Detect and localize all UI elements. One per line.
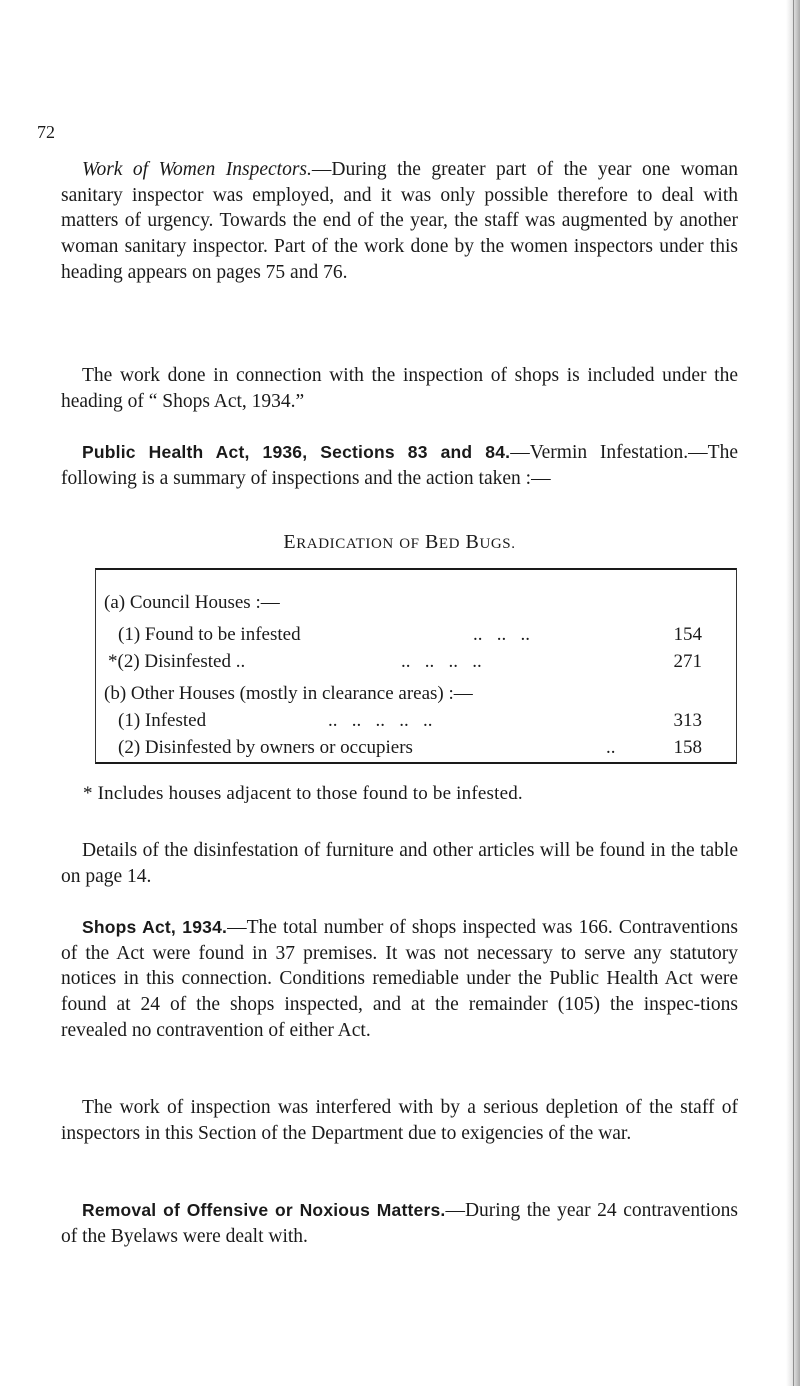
paragraph-body: The work of inspection was interfered with by a serious depletion of the staff of inspectors in this Section of the Department due to exigencies of the war. xyxy=(61,1097,738,1144)
table-row: *(2) Disinfested .. .. .. .. .. 271 xyxy=(108,651,702,672)
table-row: (1) Found to be infested .. .. .. 154 xyxy=(118,624,702,645)
paragraph-body: The work done in connection with the inspection of shops is included under the heading of “ Shops Act, 1934.” xyxy=(61,365,738,412)
paragraph-body: —Vermin Infestation.—The following is a summary of inspections and the action taken :— xyxy=(61,442,738,489)
section-heading: Removal of Offensive or Noxious Matters. xyxy=(82,1200,446,1220)
table-caption: ERADICATION OF BED BUGS. xyxy=(283,531,516,553)
paragraph-body: —During the year 24 contraventions of the Byelaws were dealt with. xyxy=(61,1200,738,1247)
paragraph-offensive-matters xyxy=(61,1198,738,1249)
paragraph-shops-inspection xyxy=(61,363,738,414)
paragraph-body: Details of the disinfestation of furniture and other articles will be found in the table on page 14. xyxy=(61,840,738,887)
paragraph-shops-act xyxy=(61,915,738,1044)
page-number: 72 xyxy=(37,122,55,142)
paragraph-body: —During the greater part of the year one woman sanitary inspector was employed, and it was only possible therefore to deal with matters of urgency. Towards the end of the year, the staff was augmented by another woman sanitary inspector. Part of the work done by the women inspectors under this heading appears on pages 75 and 76. xyxy=(61,159,738,283)
bed-bugs-table xyxy=(95,568,737,764)
page-edge-line xyxy=(793,0,794,1386)
paragraph-body: —The total number of shops inspected was 166. Contraventions of the Act were found in 37 premises. It was not necessary to serve any statutory notices in this connection. Conditions remediable under the Public Health Act were found at 24 of the shops inspected, and at the remainder (105) the inspec-tions revealed no contravention of either Act. xyxy=(61,917,738,1041)
table-row: (1) Infested .. .. .. .. .. 313 xyxy=(118,710,702,731)
table-footnote: * Includes houses adjacent to those found to be infested. xyxy=(83,783,523,804)
table-section-b: (b) Other Houses (mostly in clearance areas) :— xyxy=(104,683,473,704)
paragraph-staff-depletion xyxy=(61,1095,738,1146)
table-section-a: (a) Council Houses :— xyxy=(104,592,280,613)
section-heading: Public Health Act, 1936, Sections 83 and 84. xyxy=(82,442,511,462)
section-heading: Shops Act, 1934. xyxy=(82,917,228,937)
paragraph-title: Work of Women Inspectors. xyxy=(82,159,312,180)
table-row: (2) Disinfested by owners or occupiers .. 158 xyxy=(118,737,702,758)
paragraph-public-health-act xyxy=(61,440,738,491)
paragraph-women-inspectors xyxy=(61,157,738,286)
paragraph-disinfestation-details xyxy=(61,838,738,889)
